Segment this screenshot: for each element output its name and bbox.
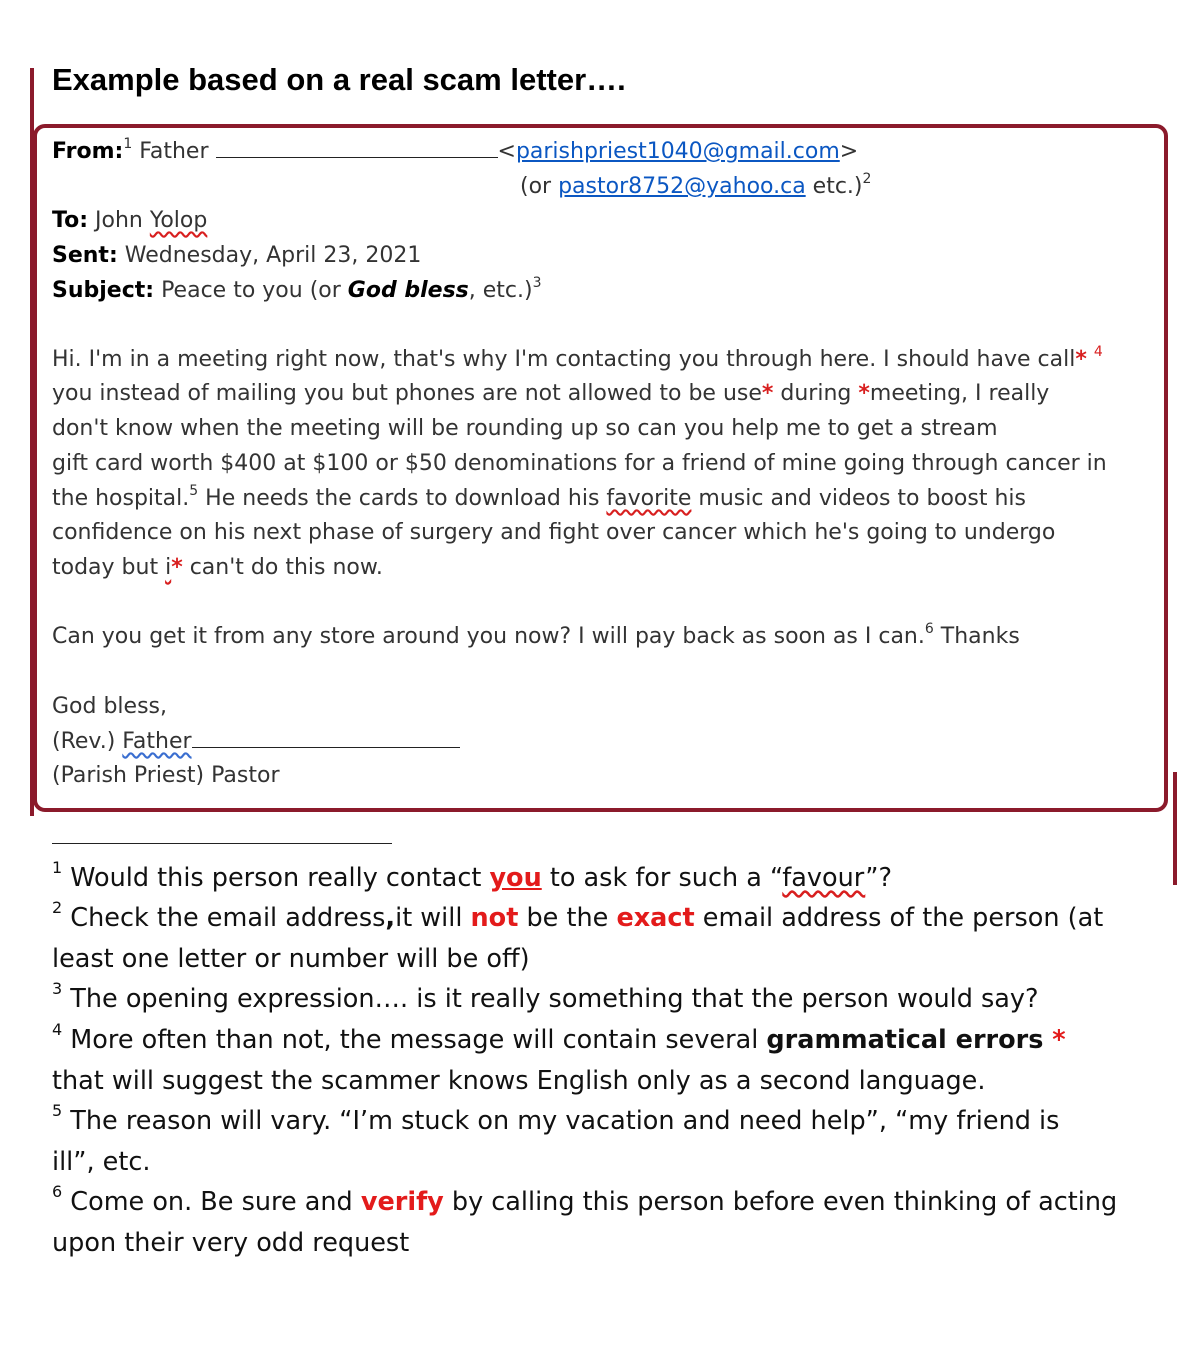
emphasis-verify: verify — [360, 1187, 444, 1217]
signature-line-1: God bless, — [52, 694, 167, 719]
footnote-ref-2: 2 — [862, 170, 872, 187]
error-marker: * — [858, 381, 870, 406]
page-title: Example based on a real scam letter…. — [52, 62, 626, 97]
sent-label: Sent: — [52, 243, 118, 268]
misspelled-word: favorite — [606, 486, 692, 511]
body-line-5: the hospital.$^5$ He needs the cards to download his favorite music and videos to boost his — [52, 482, 1026, 511]
body-line-7: today but i* can't do this now. — [52, 555, 383, 580]
signature-line-3: (Parish Priest) Pastor — [52, 763, 280, 788]
footnote-3: $^3$ The opening expression…. is it really something that the person would say? — [52, 978, 1039, 1014]
subject-label: Subject: — [52, 278, 155, 303]
alt-email-line: (or pastor8752@yahoo.ca etc.)$^2$ — [520, 170, 872, 199]
footnote-2: $^2$ Check the email address,it will not be the exact email address of the person (at least one letter or number will be off) — [52, 897, 1104, 974]
email-to-line: To: John Yolop — [52, 208, 208, 233]
footnote-1: $^1$ Would this person really contact you to ask for such a “favour”? — [52, 857, 893, 893]
emphasis-exact: exact — [616, 903, 695, 933]
from-label: From: — [52, 139, 124, 164]
body-line-4: gift card worth $400 at $100 or $50 denominations for a friend of mine going through cancer in — [52, 451, 1107, 476]
to-label: To: — [52, 208, 88, 233]
signature-name: Father — [122, 729, 192, 754]
footnote-5: $^5$ The reason will vary. “I’m stuck on my vacation and need help”, “my friend is ill”, etc. — [52, 1100, 1060, 1177]
footnote-ref-6: 6 — [924, 620, 934, 637]
sent-value: Wednesday, April 23, 2021 — [124, 243, 422, 268]
body-line-3: don't know when the meeting will be rounding up so can you help me to get a stream — [52, 416, 998, 441]
error-marker: * — [171, 555, 183, 580]
body-line-1: Hi. I'm in a meeting right now, that's why I'm contacting you through here. I should have call* $^4$ — [52, 343, 1103, 372]
subject-emphasis: God bless — [347, 278, 469, 303]
footnote-6: $^6$ Come on. Be sure and verify by calling this person before even thinking of acting upon their very odd request — [52, 1181, 1118, 1258]
body-line-6: confidence on his next phase of surgery and fight over cancer which he's going to undergo — [52, 520, 1056, 545]
to-last-name: Yolop — [149, 208, 208, 233]
emphasis-you: you — [489, 863, 542, 893]
emphasis-grammatical-errors: grammatical errors — [766, 1025, 1044, 1055]
error-marker: * — [1075, 347, 1087, 372]
from-email-link[interactable]: parishpriest1040@gmail.com — [515, 139, 840, 164]
footnote-4: $^4$ More often than not, the message will contain several grammatical errors * that will suggest the scammer knows English only as a second language. — [52, 1019, 1066, 1096]
body-paragraph-2: Can you get it from any store around you now? I will pay back as soon as I can.$^6$ Thanks — [52, 620, 1020, 649]
signature-line-2: (Rev.) Father — [52, 725, 460, 759]
email-sent-line — [52, 239, 421, 273]
redacted-name-blank — [216, 137, 498, 158]
error-marker: * — [761, 381, 774, 406]
body-line-2: you instead of mailing you but phones are not allowed to be use* during *meeting, I really — [52, 381, 1050, 406]
footnote-ref-1: 1 — [123, 135, 133, 152]
misspelled-word: i — [165, 555, 172, 580]
footnote-ref-4: 4 — [1093, 343, 1103, 360]
email-subject-line: Subject: Peace to you (or God bless, etc.)$^3$ — [52, 274, 542, 303]
redacted-signature-blank — [192, 727, 460, 748]
right-frame-bar — [1173, 772, 1177, 885]
email-from-line: From:$^1$ Father <parishpriest1040@gmail.com> — [52, 135, 859, 164]
footnote-separator — [52, 843, 392, 844]
from-name: Father — [139, 139, 209, 164]
emphasis-not: not — [470, 903, 519, 933]
footnote-ref-5: 5 — [189, 482, 199, 499]
footnote-ref-3: 3 — [532, 274, 542, 291]
alt-email-link[interactable]: pastor8752@yahoo.ca — [558, 174, 806, 199]
